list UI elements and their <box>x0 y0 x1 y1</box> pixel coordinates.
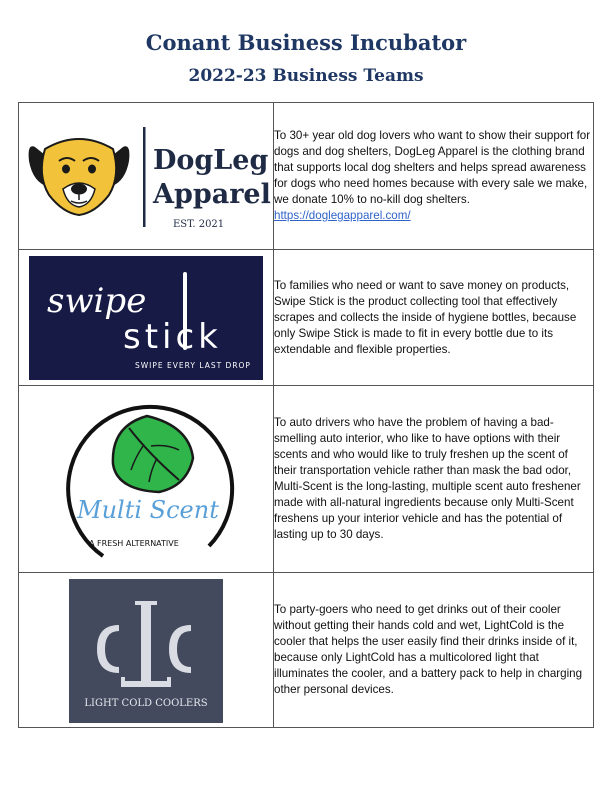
team-logo-cell <box>19 573 274 728</box>
teams-table <box>18 102 594 728</box>
team-logo-cell <box>19 250 274 386</box>
logo-tagline: A FRESH ALTERNATIVE <box>89 539 179 548</box>
team-logo-cell <box>19 103 274 250</box>
team-website-link[interactable]: https://doglegapparel.com/ <box>274 209 411 222</box>
table-row <box>19 386 594 573</box>
logo-word-swipe: swipe <box>47 281 147 321</box>
logo-tagline: SWIPE EVERY LAST DROP <box>135 361 251 370</box>
multi-scent-logo <box>19 386 273 572</box>
logo-est: EST. 2021 <box>173 219 225 230</box>
logo-text-line1: DogLeg <box>153 145 269 176</box>
dog-face-icon <box>29 139 130 215</box>
team-description-cell <box>274 573 594 728</box>
logo-text-line2: Apparel <box>153 179 271 210</box>
team-logo-cell <box>19 386 274 573</box>
team-description: To party-goers who need to get drinks out of their cooler without getting their hands cold and wet, LightCold is the cooler that helps the user easily find their drinks inside of it, because only LightCold has a multicolored light that illuminates the cooler, and a battery pack to help in charging other personal devices. <box>274 603 583 696</box>
team-description-cell <box>274 250 594 386</box>
page-title: Conant Business Incubator <box>145 30 467 55</box>
logo-word-stick: stick <box>123 317 222 357</box>
team-description: To auto drivers who have the problem of having a bad-smelling auto interior, who like to have options with their scents and who would like to truly freshen up the scent of their transportation vehicle rather than mask the bad odor, Multi-Scent is the long-lasting, multiple scent auto freshener made with all-natural ingredients because only Multi-Scent freshens up your interior vehicle and has the potential of lasting up to 30 days. <box>274 416 581 541</box>
team-description-cell <box>274 103 594 250</box>
team-description: To families who need or want to save money on products, Swipe Stick is the product collecting tool that effectively scrapes and collects the inside of hygiene bottles, because only Swipe Stick is made to fit in every bottle due to its extendable and flexible properties. <box>274 278 577 356</box>
logo-script: Multi Scent <box>77 496 219 524</box>
team-description-cell <box>274 386 594 573</box>
page-subtitle: 2022-23 Business Teams <box>188 66 424 86</box>
table-row <box>19 103 594 250</box>
swipe-stick-logo <box>19 250 273 385</box>
dogleg-apparel-logo <box>19 103 273 249</box>
team-description: To 30+ year old dog lovers who want to show their support for dogs and dog shelters, DogLeg Apparel is the clothing brand that supports local dog shelters and helps spread awareness for dogs who need homes because with every sale we make, we donate 10% to no-kill dog shelters. <box>274 129 591 206</box>
table-row <box>19 573 594 728</box>
light-cold-coolers-logo <box>19 573 273 727</box>
logo-caption: LIGHT COLD COOLERS <box>84 698 208 709</box>
leaf-icon <box>113 416 193 492</box>
table-row <box>19 250 594 386</box>
